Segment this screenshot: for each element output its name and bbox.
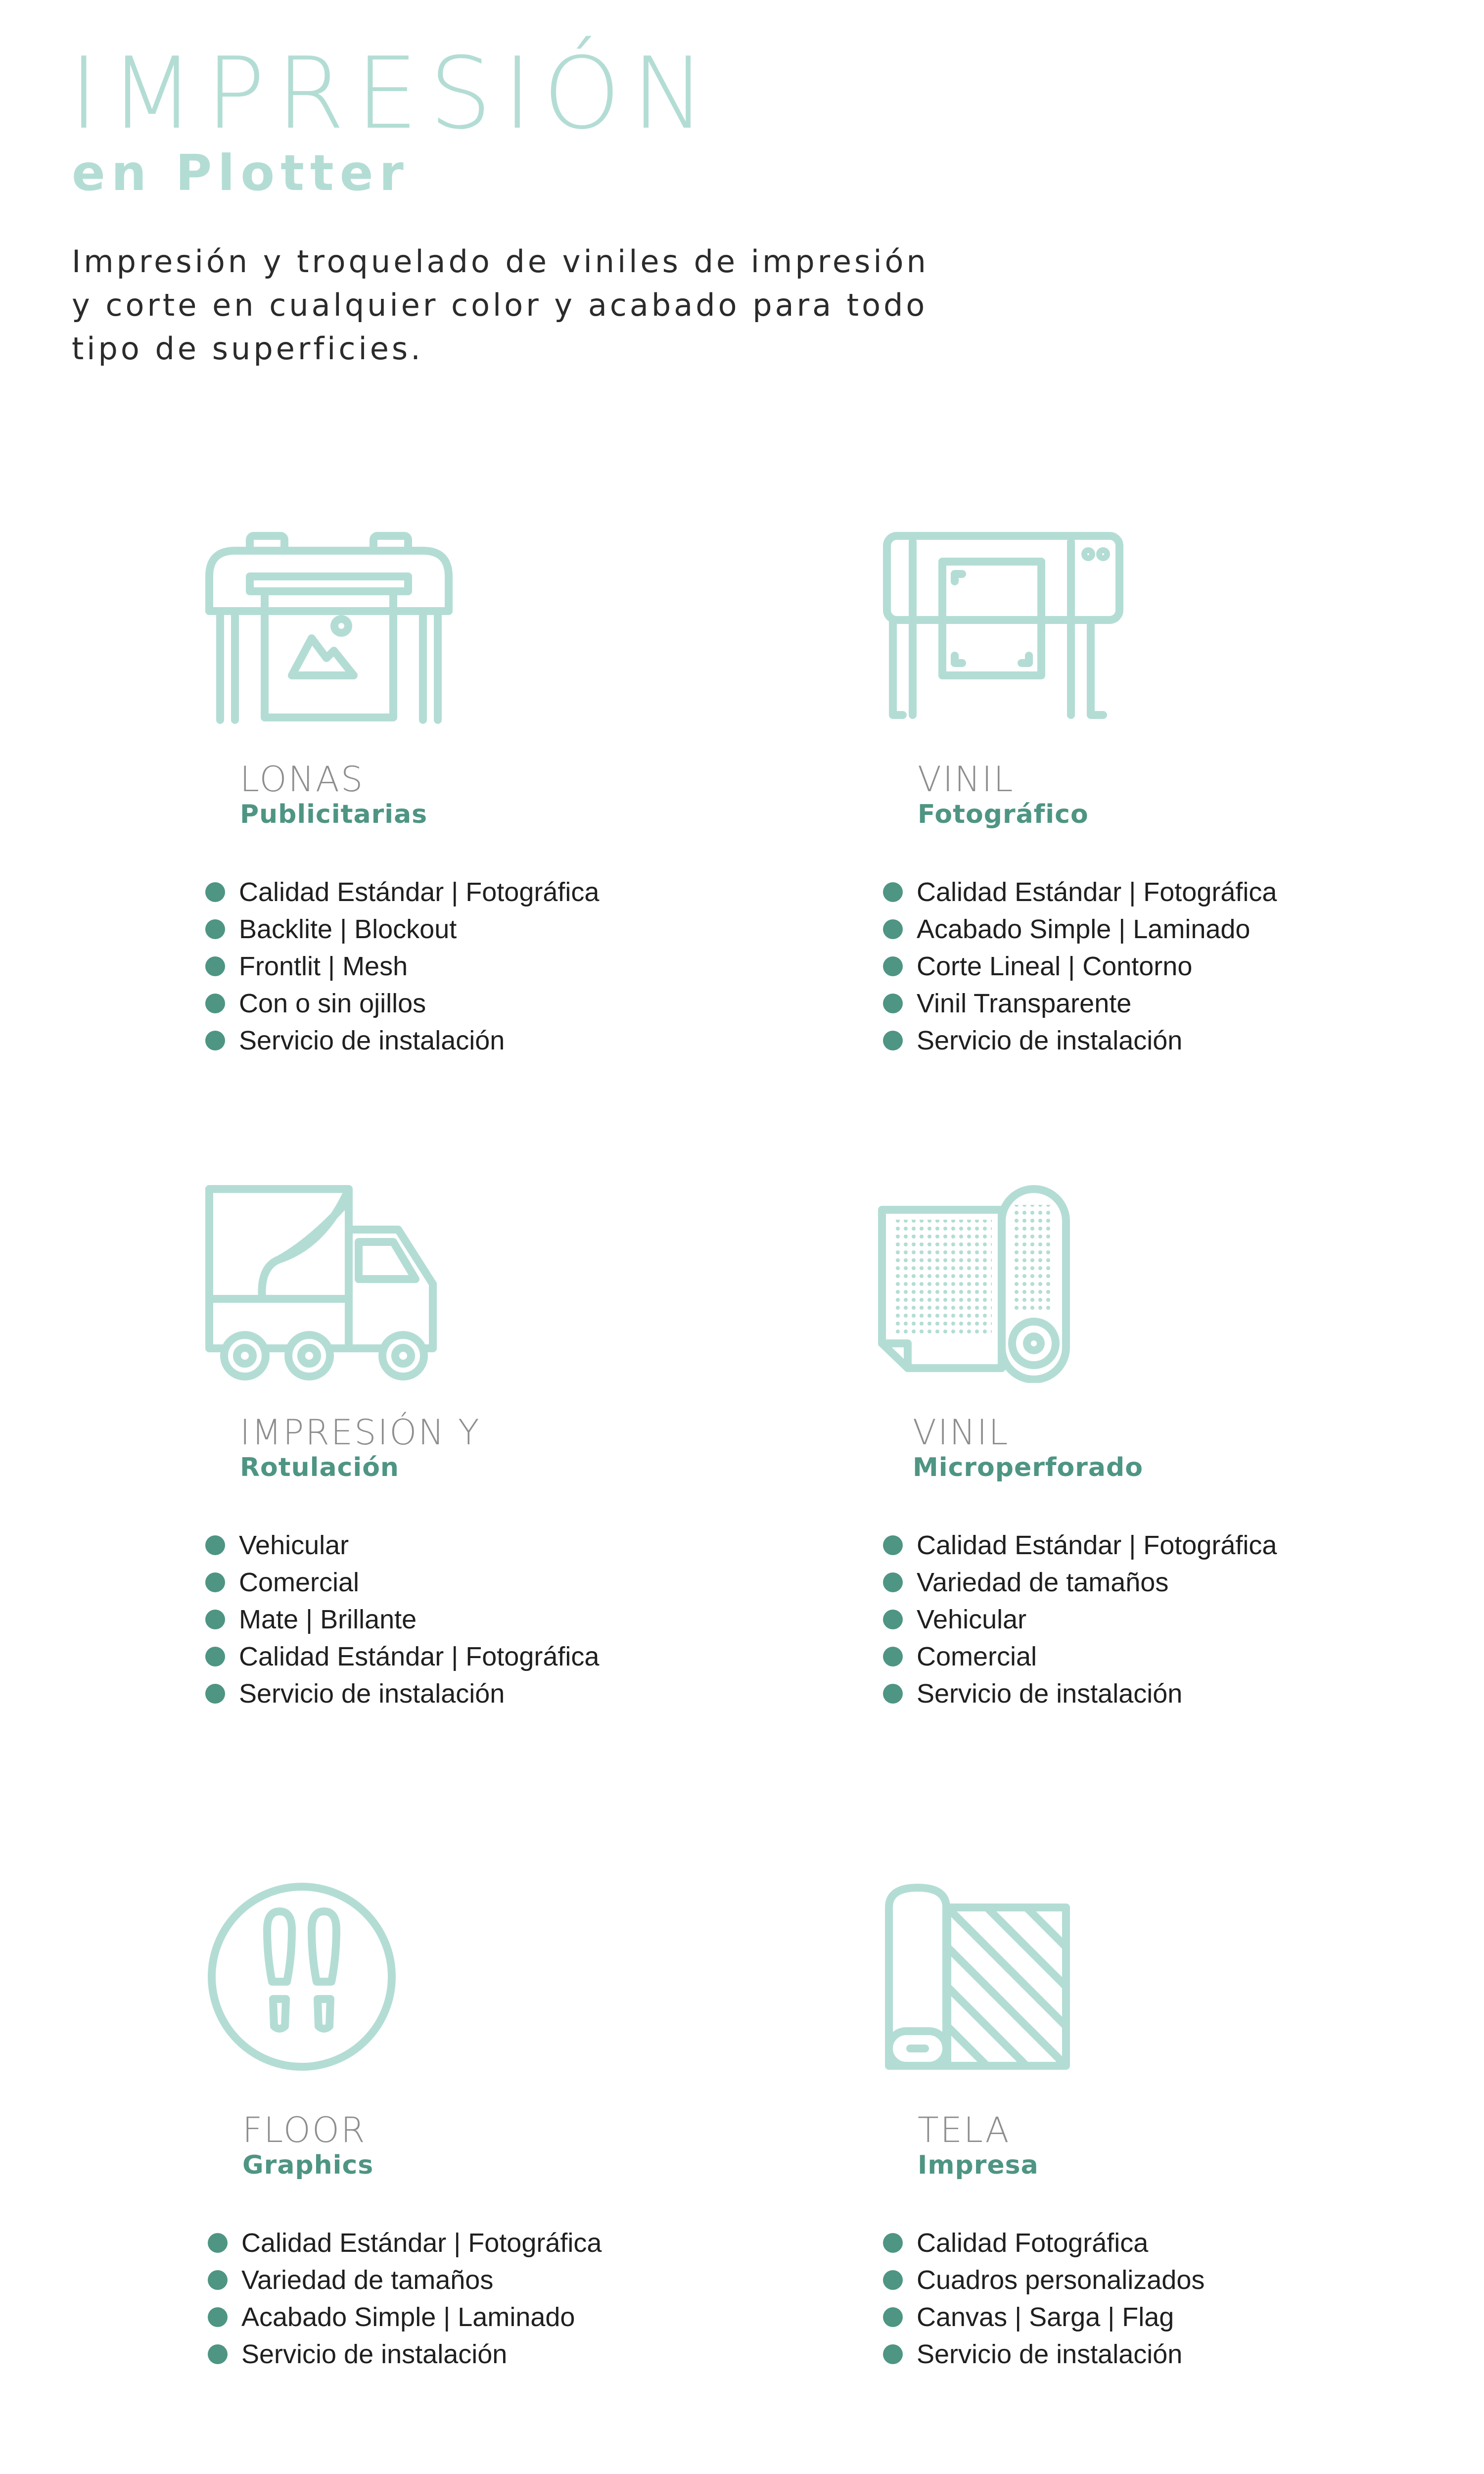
list-item xyxy=(205,910,599,948)
service-title: IMPRESIÓN Y xyxy=(240,1412,481,1453)
bullet-dot xyxy=(208,2307,228,2327)
list-item xyxy=(883,1526,1277,1564)
list-item xyxy=(205,1526,599,1564)
list-item xyxy=(883,1601,1277,1638)
list-item-label: Vehicular xyxy=(917,1604,1027,1634)
bullet-dot xyxy=(205,919,225,939)
bullet-dot xyxy=(883,2344,903,2364)
bullet-dot xyxy=(205,1535,225,1555)
service-card-rotulacion xyxy=(205,1185,799,1754)
list-item xyxy=(883,2261,1205,2298)
list-item xyxy=(205,1638,599,1675)
list-item-label: Canvas | Sarga | Flag xyxy=(917,2302,1174,2332)
list-item-label: Vehicular xyxy=(239,1530,349,1560)
bullet-dot xyxy=(883,1647,903,1666)
intro-line: Impresión y troquelado de viniles de impresión xyxy=(72,243,929,280)
feature-list xyxy=(205,873,599,1059)
list-item-label: Servicio de instalación xyxy=(239,1678,505,1709)
bullet-dot xyxy=(883,956,903,976)
list-item-label: Variedad de tamaños xyxy=(241,2265,494,2295)
list-item-label: Servicio de instalación xyxy=(917,2339,1183,2369)
service-card-floor-graphics xyxy=(208,1883,801,2452)
list-item xyxy=(208,2224,602,2261)
bullet-dot xyxy=(883,919,903,939)
bullet-dot xyxy=(208,2344,228,2364)
floor-footprints-icon xyxy=(208,1883,465,2081)
feature-list xyxy=(208,2224,602,2373)
service-title: VINIL xyxy=(913,1412,1010,1453)
wide-format-plotter-icon xyxy=(883,532,1140,730)
list-item-label: Mate | Brillante xyxy=(239,1604,417,1634)
perforated-vinyl-roll-icon xyxy=(878,1185,1135,1383)
list-item-label: Calidad Estándar | Fotográfica xyxy=(241,2228,602,2258)
intro-paragraph xyxy=(72,240,1012,371)
list-item xyxy=(205,1564,599,1601)
list-item xyxy=(883,1675,1277,1712)
bullet-dot xyxy=(205,882,225,902)
list-item xyxy=(208,2261,602,2298)
list-item-label: Comercial xyxy=(239,1567,360,1597)
list-item-label: Comercial xyxy=(917,1641,1037,1671)
list-item xyxy=(205,1675,599,1712)
service-subtitle: Graphics xyxy=(242,2150,374,2180)
service-card-microperforado xyxy=(878,1185,1472,1754)
list-item xyxy=(205,1022,599,1059)
list-item xyxy=(205,948,599,985)
bullet-dot xyxy=(208,2233,228,2253)
bullet-dot xyxy=(883,1535,903,1555)
list-item-label: Acabado Simple | Laminado xyxy=(917,914,1251,944)
bullet-dot xyxy=(205,1684,225,1704)
list-item-label: Servicio de instalación xyxy=(917,1678,1183,1709)
bullet-dot xyxy=(883,2270,903,2290)
bullet-dot xyxy=(883,1572,903,1592)
list-item xyxy=(208,2298,602,2335)
list-item-label: Backlite | Blockout xyxy=(239,914,457,944)
list-item-label: Vinil Transparente xyxy=(917,988,1132,1018)
list-item-label: Calidad Estándar | Fotográfica xyxy=(917,1530,1277,1560)
list-item-label: Servicio de instalación xyxy=(239,1025,505,1055)
feature-list xyxy=(883,873,1277,1059)
page-subtitle: en Plotter xyxy=(72,144,410,202)
list-item-label: Acabado Simple | Laminado xyxy=(241,2302,575,2332)
bullet-dot xyxy=(883,882,903,902)
list-item xyxy=(883,2298,1205,2335)
bullet-dot xyxy=(883,1031,903,1050)
list-item xyxy=(883,1022,1277,1059)
bullet-dot xyxy=(883,2233,903,2253)
list-item-label: Frontlit | Mesh xyxy=(239,951,408,981)
service-card-lonas xyxy=(205,532,799,1101)
list-item xyxy=(883,873,1277,910)
list-item-label: Calidad Fotográfica xyxy=(917,2228,1149,2258)
service-title: FLOOR xyxy=(242,2110,367,2150)
list-item xyxy=(883,2335,1205,2373)
feature-list xyxy=(883,2224,1205,2373)
intro-line: tipo de superficies. xyxy=(72,331,423,367)
list-item-label: Calidad Estándar | Fotográfica xyxy=(917,877,1277,907)
service-subtitle: Publicitarias xyxy=(240,800,428,829)
bullet-dot xyxy=(205,994,225,1013)
service-subtitle: Impresa xyxy=(918,2150,1039,2180)
page-title: IMPRESIÓN xyxy=(69,36,717,151)
bullet-dot xyxy=(205,1610,225,1629)
bullet-dot xyxy=(205,956,225,976)
list-item-label: Cuadros personalizados xyxy=(917,2265,1205,2295)
list-item xyxy=(205,1601,599,1638)
vehicle-wrap-truck-icon xyxy=(205,1185,463,1383)
list-item xyxy=(205,873,599,910)
list-item-label: Corte Lineal | Contorno xyxy=(917,951,1193,981)
list-item xyxy=(883,910,1277,948)
list-item xyxy=(208,2335,602,2373)
bullet-dot xyxy=(883,994,903,1013)
feature-list xyxy=(205,1526,599,1712)
list-item xyxy=(205,985,599,1022)
service-subtitle: Rotulación xyxy=(240,1453,399,1482)
list-item xyxy=(883,948,1277,985)
list-item-label: Calidad Estándar | Fotográfica xyxy=(239,1641,600,1671)
list-item-label: Con o sin ojillos xyxy=(239,988,426,1018)
bullet-dot xyxy=(205,1572,225,1592)
service-card-vinil-fotografico xyxy=(883,532,1477,1101)
bullet-dot xyxy=(883,2307,903,2327)
plotter-printer-icon xyxy=(205,532,463,730)
intro-line: y corte en cualquier color y acabado para todo xyxy=(72,287,928,323)
list-item-label: Servicio de instalación xyxy=(917,1025,1183,1055)
bullet-dot xyxy=(883,1684,903,1704)
bullet-dot xyxy=(205,1031,225,1050)
list-item xyxy=(883,1638,1277,1675)
bullet-dot xyxy=(205,1647,225,1666)
list-item-label: Servicio de instalación xyxy=(241,2339,508,2369)
service-title: VINIL xyxy=(918,759,1015,800)
service-title: LONAS xyxy=(240,759,365,800)
service-card-tela-impresa xyxy=(883,1883,1477,2452)
list-item xyxy=(883,985,1277,1022)
bullet-dot xyxy=(883,1610,903,1629)
feature-list xyxy=(883,1526,1277,1712)
list-item-label: Variedad de tamaños xyxy=(917,1567,1169,1597)
list-item xyxy=(883,1564,1277,1601)
service-subtitle: Microperforado xyxy=(913,1453,1143,1482)
list-item-label: Calidad Estándar | Fotográfica xyxy=(239,877,600,907)
bullet-dot xyxy=(208,2270,228,2290)
service-subtitle: Fotográfico xyxy=(918,800,1089,829)
service-title: TELA xyxy=(918,2110,1011,2150)
list-item xyxy=(883,2224,1205,2261)
fabric-roll-icon xyxy=(883,1883,1140,2081)
